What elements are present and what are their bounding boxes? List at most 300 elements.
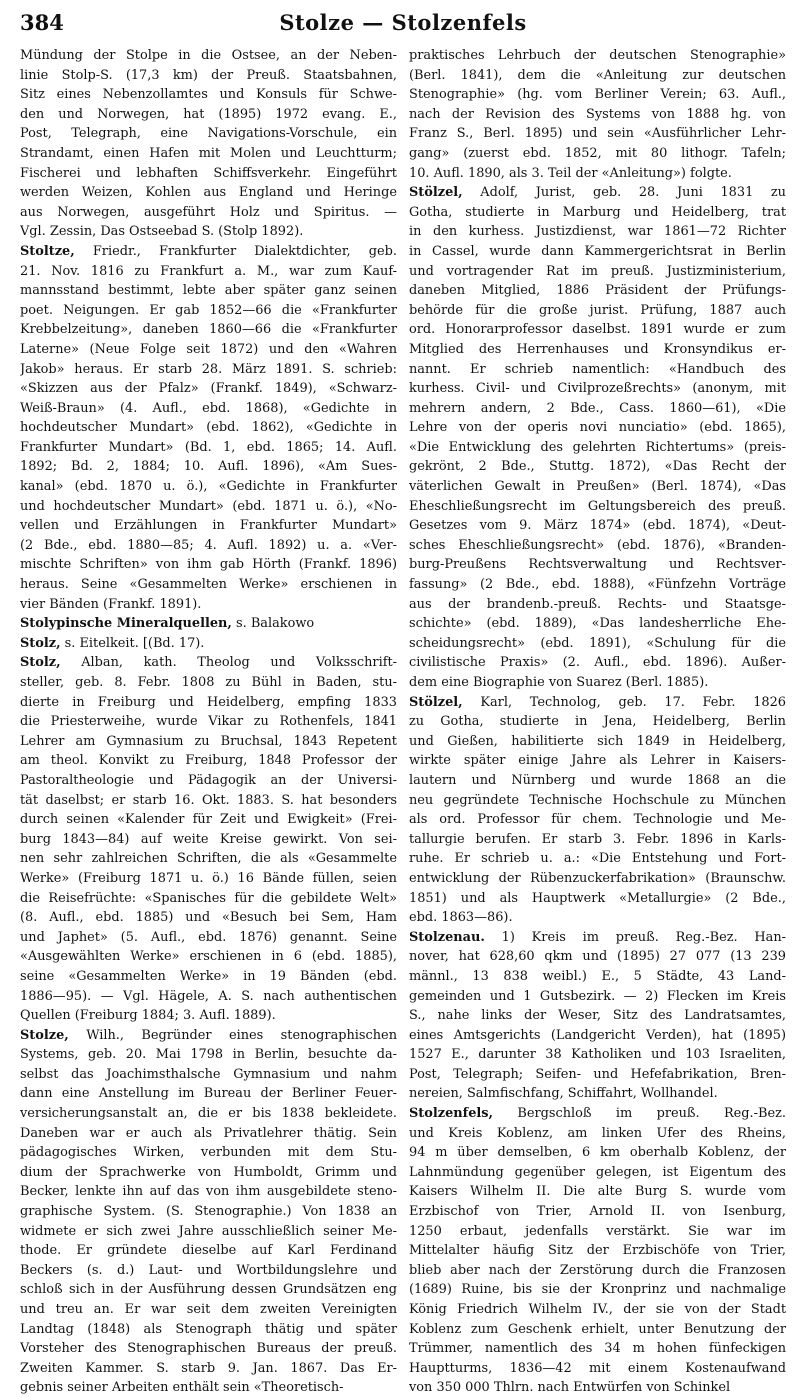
entry-line-text: blieb aber nach der Zerstörung durch die Franzosen: [409, 1262, 786, 1278]
dictionary-entry: [20, 634, 397, 654]
entry-line-text: Trümmer, namentlich des 34 m hohen fünfeckigen: [409, 1341, 786, 1357]
entry-line: [409, 360, 786, 380]
entry-line: [20, 1143, 397, 1163]
entry-line: [20, 497, 397, 517]
entry-line-text: gemeinden und 1 Gutsbezirk. — 2) Flecken im Kreis: [409, 988, 786, 1004]
entry-line-text: burg-Preußens Rechtsverwaltung und Rechtsver-: [409, 557, 786, 573]
entry-line-text: «Ausgewählten Werke» erschienen in 6 (ebd. 1885),: [20, 949, 397, 965]
entry-line: [409, 516, 786, 536]
entry-line: [409, 124, 786, 144]
entry-line-text: als ord. Professor für chem. Technologie und Me-: [409, 812, 786, 828]
entry-line: [409, 203, 786, 223]
entry-line-text: nannt. Er schrieb namentlich: «Handbuch des: [409, 361, 786, 377]
entry-line: [20, 791, 397, 811]
entry-line-text: am theol. Konvikt zu Freiburg, 1848 Professor der: [20, 753, 397, 769]
entry-line-text: ebd. 1863—86).: [409, 910, 513, 926]
entry-line: [20, 183, 397, 203]
entry-line: [409, 320, 786, 340]
entry-line-text: väterlichen Gewalt in Preußen» (Berl. 1874), «Das: [409, 479, 786, 495]
entry-line: [20, 810, 397, 830]
entry-line-text: Laterne» (Neue Folge seit 1872) und den «Wahren: [20, 341, 397, 357]
entry-line-text: (1689) Ruine, bis sie der Kronprinz und nachmalige: [409, 1282, 786, 1298]
entry-line-text: Bergschloß im preuß. Reg.-Bez.: [493, 1106, 786, 1122]
entry-line-text: entwicklung der Rübenzuckerfabrikation» (Braunschw.: [409, 870, 786, 886]
entry-line-text: Kaisers Wilhelm II. Die alte Burg S. wurde vom: [409, 1184, 786, 1200]
entry-headword: Stolz,: [20, 635, 61, 651]
entry-line: [20, 849, 397, 869]
entry-line-text: s. Balakowo: [231, 616, 315, 632]
entry-headword: Stoltze,: [20, 243, 75, 259]
entry-line-text: mischte Schriften» von ihm gab Hörth (Frankf. 1896): [20, 557, 397, 573]
entry-line-text: Vgl. Zessin, Das Ostseebad S. (Stolp 1892).: [20, 224, 304, 240]
entry-line: [20, 46, 397, 66]
entry-line-text: ruhe. Er schrieb u. a.: «Die Entstehung und Fort-: [409, 851, 786, 867]
entry-line: [409, 653, 786, 673]
entry-line-text: aus Norwegen, ausgeführt Holz und Spiritus. —: [20, 204, 397, 220]
entry-line-text: «Skizzen aus der Pfalz» (Frankf. 1849), «Schwarz-: [20, 381, 397, 397]
entry-line: [20, 634, 397, 654]
entry-line-text: nen sehr zahlreichen Schriften, die als «Gesammelte: [20, 851, 397, 867]
entry-line: [20, 379, 397, 399]
entry-line-text: Hauptturms, 1836—42 mit einem Kostenaufwand: [409, 1360, 786, 1376]
entry-line-text: Mündung der Stolpe in die Ostsee, an der Neben-: [20, 48, 397, 63]
entry-line-text: burg 1843—84) auf weite Kreise gewirkt. Von sei-: [20, 831, 397, 847]
entry-line: [20, 614, 397, 634]
entry-line: [20, 457, 397, 477]
entry-line: [20, 1065, 397, 1085]
entry-line: [409, 144, 786, 164]
entry-line: [409, 281, 786, 301]
entry-line: [20, 947, 397, 967]
entry-headword: Stolzenau.: [409, 929, 485, 945]
entry-line: [20, 575, 397, 595]
entry-line-text: schichte» (ebd. 1889), «Das landesherrliche Ehe-: [409, 616, 786, 632]
entry-line: [20, 164, 397, 184]
entry-line: [20, 595, 397, 615]
entry-headword: Stolypinsche Mineralquellen,: [20, 616, 232, 632]
entry-line-text: linie Stolp-S. (17,3 km) der Preuß. Staatsbahnen,: [20, 67, 397, 83]
entry-line-text: männl., 13 838 weibl.) E., 5 Städte, 43 Land-: [409, 968, 786, 984]
entry-line-text: Quellen (Freiburg 1884; 3. Aufl. 1889).: [20, 1008, 276, 1024]
entry-line-text: praktisches Lehrbuch der deutschen Stenographie»: [409, 48, 786, 63]
entry-line: [409, 1006, 786, 1026]
entry-line-text: in Cassel, wurde dann Kammergerichtsrat in Berlin: [409, 243, 786, 259]
entry-line-text: und treu an. Er war seit dem zweiten Vereinigten: [20, 1302, 397, 1317]
entry-headword: Stölzel,: [409, 185, 463, 201]
dictionary-entry: [20, 242, 397, 614]
entry-line: [20, 771, 397, 791]
entry-line: [20, 751, 397, 771]
entry-line-text: Post, Telegraph; Seifen- und Hefefabrikation, Bren-: [409, 1066, 786, 1082]
entry-line: [20, 1202, 397, 1222]
entry-line: [409, 928, 786, 948]
entry-line-text: und Japhet» (5. Aufl., ebd. 1876) genannt. Seine: [20, 929, 397, 945]
entry-line-text: werden Weizen, Kohlen aus England und Heringe: [20, 185, 397, 201]
entry-line-text: eines Amtsgerichts (Landgericht Verden), hat (1895): [409, 1027, 786, 1043]
entry-line-text: Franz S., Berl. 1895) und sein «Ausführlicher Lehr-: [409, 126, 786, 142]
entry-line-text: König Friedrich Wilhelm IV., der sie von der Stadt: [409, 1302, 786, 1317]
entry-line-text: (2 Bde., ebd. 1880—85; 4. Aufl. 1892) u. a. «Ver-: [20, 537, 397, 553]
entry-line: [20, 1045, 397, 1065]
entry-line: [409, 987, 786, 1007]
entry-line-text: lautern und Nürnberg und wurde 1868 an die: [409, 772, 786, 788]
entry-line: [20, 928, 397, 948]
entry-line-text: heraus. Seine «Gesammelten Werke» erschienen in: [20, 577, 397, 593]
entry-line-text: scheidungsrecht» (ebd. 1891), «Schulung für die: [409, 635, 786, 651]
entry-line-text: Mittelalter häufig Sitz der Erzbischöfe von Trier,: [409, 1243, 786, 1259]
entry-line-text: und Kreis Koblenz, am linken Ufer des Rheins,: [409, 1125, 786, 1141]
entry-line: [409, 1261, 786, 1281]
entry-line: [409, 555, 786, 575]
entry-line: [409, 947, 786, 967]
entry-line: [20, 242, 397, 262]
entry-line-text: vellen und Erzählungen in Frankfurter Mundart»: [20, 518, 397, 534]
entry-line-text: 1250 erbaut, jedenfalls verstärkt. Sie war im: [409, 1223, 786, 1239]
entry-line: [20, 673, 397, 693]
entry-line: [20, 1261, 397, 1281]
entry-line-text: Friedr., Frankfurter Dialektdichter, geb.: [74, 243, 397, 259]
entry-line: [20, 987, 397, 1007]
entry-line-text: die Priesterweihe, wurde Vikar zu Rothenfels, 1841: [20, 714, 397, 730]
entry-line: [409, 1300, 786, 1320]
dictionary-entry: [20, 614, 397, 634]
entry-line: [409, 614, 786, 634]
entry-line: [409, 830, 786, 850]
entry-line: [20, 1339, 397, 1359]
entry-line: [409, 1202, 786, 1222]
entry-line-text: 1) Kreis im preuß. Reg.-Bez. Han-: [484, 929, 786, 945]
entry-line-text: S., nahe links der Weser, Sitz des Landratsamtes,: [409, 1008, 786, 1024]
entry-line: [409, 712, 786, 732]
entry-line-text: schloß sich in der Ausführung dessen Grundsätzen eng: [20, 1282, 397, 1298]
entry-line-text: neu gegründete Technische Hochschule zu München: [409, 792, 786, 808]
entry-line-text: dem eine Biographie von Suarez (Berl. 1885).: [409, 675, 709, 690]
entry-line: [409, 575, 786, 595]
entry-line-text: Krebbelzeitung», daneben 1860—66 die «Frankfurter: [20, 322, 397, 338]
entry-line-text: Becker, lenkte ihn auf das von ihm ausgebildete steno-: [20, 1184, 397, 1200]
entry-line-text: Frankfurter Mundart» (Bd. 1, ebd. 1865; 14. Aufl.: [20, 439, 397, 455]
entry-line: [409, 634, 786, 654]
entry-line-text: gekrönt, 2 Bde., Stuttg. 1872), «Das Recht der: [409, 459, 786, 475]
entry-line: [409, 693, 786, 713]
entry-line-text: den und Norwegen, hat (1895) 1972 evang. E.,: [20, 106, 397, 122]
entry-line-text: und vortragender Rat im preuß. Justizministerium,: [409, 263, 786, 279]
entry-line-text: aus der brandenb.-preuß. Rechts- und Staatsge-: [409, 596, 786, 612]
entry-line-text: Koblenz zum Geschenk erhielt, unter Benutzung der: [409, 1321, 786, 1337]
entry-line-text: 1892; Bd. 2, 1884; 10. Aufl. 1896), «Am Sues-: [20, 459, 397, 475]
entry-line-text: und hochdeutscher Mundart» (ebd. 1871 u. ö.), «No-: [20, 498, 397, 514]
page-header: [20, 10, 786, 42]
entry-line-text: thode. Er gründete dieselbe auf Karl Ferdinand: [20, 1243, 397, 1259]
right-column: [409, 46, 786, 1398]
entry-line-text: Lahnmündung gegenüber gelegen, ist Eigentum des: [409, 1164, 786, 1180]
entry-line: [20, 399, 397, 419]
entry-line: [20, 418, 397, 438]
page-number: 384: [20, 10, 64, 35]
entry-line-text: Stenographie» (hg. vom Berliner Verein; 63. Aufl.,: [409, 87, 786, 103]
entry-line-text: von 350 000 Thlrn. nach Entwürfen von Schinkel: [409, 1380, 731, 1396]
dictionary-entry: [20, 1026, 397, 1398]
entry-line: [409, 1045, 786, 1065]
entry-line: [20, 281, 397, 301]
entry-line-text: und Gießen, habilitierte sich 1849 in Heidelberg,: [409, 733, 786, 749]
entry-headword: Stolze,: [20, 1027, 69, 1043]
entry-line: [20, 693, 397, 713]
entry-line-text: Sitz eines Nebenzollamtes und Konsuls für Schwe-: [20, 87, 397, 103]
entry-line: [409, 595, 786, 615]
entry-line: [409, 399, 786, 419]
entry-line: [409, 1222, 786, 1242]
entry-line: [409, 673, 786, 693]
entry-line-text: s. Eitelkeit. [(Bd. 17).: [60, 635, 205, 651]
entry-line-text: in den kurhess. Justizdienst, war 1861—72 Richter: [409, 224, 786, 240]
entry-line: [20, 889, 397, 909]
entry-line-text: Alban, kath. Theolog und Volksschrift-: [60, 655, 397, 671]
entry-line: [20, 1300, 397, 1320]
entry-line: [409, 1339, 786, 1359]
dictionary-entry: [20, 653, 397, 1025]
entry-line-text: tallurgie berufen. Er starb 3. Febr. 1896 in Karls-: [409, 831, 786, 847]
entry-line: [409, 164, 786, 184]
entry-line-text: mehrern andern, 2 Bde., Cass. 1860—61), «Die: [409, 400, 786, 416]
entry-line: [409, 751, 786, 771]
entry-line-text: 21. Nov. 1816 zu Frankfurt a. M., war zum Kauf-: [20, 263, 397, 279]
entry-line: [409, 1084, 786, 1104]
dictionary-entry: [20, 46, 397, 242]
entry-line: [20, 144, 397, 164]
entry-line-text: Pastoraltheologie und Pädagogik an der Universi-: [20, 772, 397, 788]
entry-line: [409, 849, 786, 869]
entry-line: [409, 889, 786, 909]
entry-line-text: Werke» (Freiburg 1871 u. ö.) 16 Bände füllen, seien: [20, 870, 397, 886]
entry-headword: Stolzenfels,: [409, 1106, 494, 1122]
entry-line-text: gang» (zuerst ebd. 1852, mit 80 lithogr. Tafeln;: [409, 145, 786, 161]
entry-line: [20, 320, 397, 340]
entry-line: [20, 1006, 397, 1026]
entry-line: [20, 1124, 397, 1144]
entry-line-text: Mitglied des Herrenhauses und Kronsyndikus er-: [409, 341, 786, 357]
entry-line-text: Lehre von der operis novi nunciatio» (ebd. 1865),: [409, 420, 786, 436]
entry-line-text: sches Eheschließungsrecht» (ebd. 1876), «Branden-: [409, 537, 786, 553]
entry-line-text: ord. Honorarprofessor daselbst. 1891 wurde er zum: [409, 322, 786, 338]
entry-line: [20, 203, 397, 223]
entry-line: [20, 1241, 397, 1261]
entry-line: [20, 830, 397, 850]
entry-line-text: Zweiten Kammer. S. starb 9. Jan. 1867. Das Er-: [20, 1360, 397, 1376]
entry-line: [409, 1378, 786, 1398]
entry-line: [409, 536, 786, 556]
entry-line-text: dium der Sprachwerke von Humboldt, Grimm und: [20, 1164, 397, 1180]
entry-line: [20, 1163, 397, 1183]
entry-line-text: fassung» (2 Bde., ebd. 1888), «Fünfzehn Vorträge: [409, 577, 786, 593]
entry-line: [20, 1182, 397, 1202]
entry-line-text: durch seinen «Kalender für Zeit und Ewigkeit» (Frei-: [20, 812, 397, 828]
entry-line: [20, 712, 397, 732]
entry-line: [409, 262, 786, 282]
entry-line: [409, 85, 786, 105]
entry-line: [409, 301, 786, 321]
entry-line: [409, 732, 786, 752]
entry-line-text: Gotha, studierte in Marburg und Heidelberg, trat: [409, 204, 786, 220]
entry-line: [20, 908, 397, 928]
entry-line: [20, 732, 397, 752]
entry-line-text: Vorsteher des Stenographischen Bureaus der preuß.: [20, 1341, 397, 1357]
entry-line-text: 1527 E., darunter 38 Katholiken und 103 Israeliten,: [409, 1047, 786, 1063]
entry-line: [20, 967, 397, 987]
entry-line-text: widmete er sich zwei Jahre ausschließlich seiner Me-: [20, 1223, 397, 1239]
entry-headword: Stölzel,: [409, 694, 463, 710]
entry-line: [409, 105, 786, 125]
left-column: [20, 46, 397, 1398]
entry-line: [20, 301, 397, 321]
entry-line-text: behörde für die große jurist. Prüfung, 1887 auch: [409, 302, 786, 318]
entry-line-text: Systems, geb. 20. Mai 1798 in Berlin, besuchte da-: [20, 1047, 397, 1063]
entry-line: [20, 66, 397, 86]
entry-line-text: Adolf, Jurist, geb. 28. Juni 1831 zu: [462, 185, 786, 201]
entry-line: [20, 1026, 397, 1046]
entry-headword: Stolz,: [20, 655, 61, 671]
entry-line: [409, 1182, 786, 1202]
entry-line: [409, 771, 786, 791]
entry-line: [409, 1320, 786, 1340]
entry-line-text: nach der Revision des Systems von 1888 hg. von: [409, 106, 786, 122]
text-columns: [20, 46, 786, 1398]
entry-line-text: Strandamt, einen Hafen mit Molen und Leuchtturm;: [20, 145, 397, 161]
entry-line-text: kurhess. Civil- und Civilprozeßrechts» (anonym, mit: [409, 381, 786, 397]
entry-line-text: «Die Entwicklung des gelehrten Richtertums» (preis-: [409, 439, 786, 455]
entry-line: [20, 869, 397, 889]
entry-line: [409, 379, 786, 399]
entry-line: [409, 477, 786, 497]
entry-line: [409, 340, 786, 360]
entry-line: [20, 1320, 397, 1340]
entry-line-text: nover, hat 628,60 qkm und (1895) 27 077 (13 239: [409, 949, 786, 965]
entry-line: [409, 497, 786, 517]
entry-line-text: wirkte später einige Jahre als Lehrer in Kaisers-: [409, 753, 786, 769]
entry-line-text: Beckers (s. d.) Laut- und Wortbildungslehre und: [20, 1262, 397, 1278]
entry-line-text: seine «Gesammelten Werke» in 19 Bänden (ebd.: [20, 968, 397, 984]
entry-line-text: poet. Neigungen. Er gab 1852—66 die «Frankfurter: [20, 302, 397, 318]
entry-line-text: gebnis seiner Arbeiten enthält sein «Theoretisch-: [20, 1380, 344, 1396]
entry-line: [409, 791, 786, 811]
entry-line-text: Wilh., Begründer eines stenographischen: [68, 1027, 397, 1043]
entry-line-text: (8. Aufl., ebd. 1885) und «Besuch bei Sem, Ham: [20, 910, 397, 926]
entry-line-text: (Berl. 1841), dem die «Anleitung zur deutschen: [409, 67, 786, 83]
dictionary-entry: [409, 183, 786, 692]
dictionary-entry: [409, 693, 786, 928]
entry-line-text: versicherungsanstalt an, die er bis 1838 bekleidete.: [20, 1106, 397, 1122]
entry-line: [409, 46, 786, 66]
entry-line: [20, 536, 397, 556]
entry-line: [409, 1124, 786, 1144]
entry-line-text: nereien, Salmfischfang, Schiffahrt, Wollhandel.: [409, 1086, 718, 1102]
entry-line: [409, 242, 786, 262]
entry-line: [409, 222, 786, 242]
entry-line-text: Landtag (1848) als Stenograph thätig und später: [20, 1321, 397, 1337]
entry-line: [20, 438, 397, 458]
entry-line-text: Jakob» heraus. Er starb 28. März 1891. S. schrieb:: [20, 361, 397, 377]
entry-line-text: pädagogisches Wirken, verbunden mit dem Stu-: [20, 1145, 397, 1161]
entry-line-text: dann eine Anstellung im Bureau der Berliner Feuer-: [20, 1086, 397, 1102]
entry-line: [20, 555, 397, 575]
entry-line: [409, 1359, 786, 1379]
entry-line: [409, 1143, 786, 1163]
entry-line: [20, 85, 397, 105]
entry-line-text: kanal» (ebd. 1870 u. ö.), «Gedichte in Frankfurter: [20, 479, 397, 495]
entry-line: [20, 477, 397, 497]
dictionary-entry: [409, 46, 786, 183]
entry-line: [20, 124, 397, 144]
entry-line-text: civilistische Praxis» (2. Aufl., ebd. 1896). Außer-: [409, 655, 786, 671]
entry-line: [20, 1359, 397, 1379]
entry-line-text: Post, Telegraph, eine Navigations-Vorschule, ein: [20, 126, 397, 142]
entry-line: [409, 810, 786, 830]
entry-line: [409, 1026, 786, 1046]
entry-line-text: hochdeutscher Mundart» (ebd. 1862), «Gedichte in: [20, 420, 397, 436]
entry-line: [20, 516, 397, 536]
entry-line: [20, 262, 397, 282]
entry-line: [409, 1065, 786, 1085]
entry-line-text: Weiß-Braun» (4. Aufl., ebd. 1868), «Gedichte in: [20, 400, 397, 416]
entry-line-text: vier Bänden (Frankf. 1891).: [20, 596, 202, 612]
entry-line: [409, 1163, 786, 1183]
entry-line: [20, 1280, 397, 1300]
entry-line-text: daneben Mitglied, 1886 Präsident der Prüfungs-: [409, 283, 786, 299]
entry-line-text: zu Gotha, studierte in Jena, Heidelberg, Berlin: [409, 714, 786, 730]
entry-line: [409, 908, 786, 928]
entry-line-text: mannsstand bestimmt, lebte aber später ganz seinen: [20, 283, 397, 299]
entry-line: [409, 1241, 786, 1261]
entry-line-text: 1851) und als Hauptwerk «Metallurgie» (2 Bde.,: [409, 890, 786, 906]
entry-line-text: Eheschließungsrecht im Geltungsbereich des preuß.: [409, 498, 786, 514]
entry-line: [20, 340, 397, 360]
entry-line-text: Fischerei und lebhaften Schiffsverkehr. Eingeführt: [20, 165, 397, 181]
entry-line-text: 1886—95). — Vgl. Hägele, A. S. nach authentischen: [20, 988, 397, 1004]
entry-line-text: Daneben war er auch als Privatlehrer thätig. Sein: [20, 1125, 397, 1141]
entry-line: [20, 1378, 397, 1398]
entry-line-text: tät daselbst; er starb 16. Okt. 1883. S. hat besonders: [20, 792, 397, 808]
entry-line: [20, 1104, 397, 1124]
entry-line-text: graphische System. (S. Stenographie.) Von 1838 an: [20, 1204, 397, 1220]
entry-line-text: steller, geb. 8. Febr. 1808 zu Bühl in Baden, stu-: [20, 675, 397, 690]
entry-line: [409, 66, 786, 86]
dictionary-entry: [409, 1104, 786, 1398]
entry-line: [409, 438, 786, 458]
entry-line: [409, 1280, 786, 1300]
entry-line: [20, 1084, 397, 1104]
entry-line: [20, 105, 397, 125]
entry-line-text: Erzbischof von Trier, Arnold II. von Isenburg,: [409, 1204, 786, 1220]
entry-line: [409, 183, 786, 203]
entry-line: [20, 222, 397, 242]
entry-line: [409, 457, 786, 477]
entry-line: [409, 967, 786, 987]
entry-line: [409, 1104, 786, 1124]
dictionary-entry: [409, 928, 786, 1104]
entry-line: [20, 360, 397, 380]
entry-line-text: die Reisefrüchte: «Spanisches für die gebildete Welt»: [20, 890, 397, 906]
entry-line-text: Lehrer am Gymnasium zu Bruchsal, 1843 Repetent: [20, 733, 397, 749]
entry-line-text: Karl, Technolog, geb. 17. Febr. 1826: [462, 694, 786, 710]
running-head: Stolze — Stolzenfels: [279, 10, 527, 35]
entry-line-text: Gesetzes vom 9. März 1874» (ebd. 1874), «Deut-: [409, 518, 786, 534]
entry-line-text: 94 m über demselben, 6 km oberhalb Koblenz, der: [409, 1145, 786, 1161]
entry-line: [409, 869, 786, 889]
entry-line: [409, 418, 786, 438]
entry-line-text: dierte in Freiburg und Heidelberg, empfing 1833: [20, 694, 397, 710]
entry-line: [20, 1222, 397, 1242]
entry-line-text: 10. Aufl. 1890, als 3. Teil der «Anleitung») folgte.: [409, 165, 732, 181]
